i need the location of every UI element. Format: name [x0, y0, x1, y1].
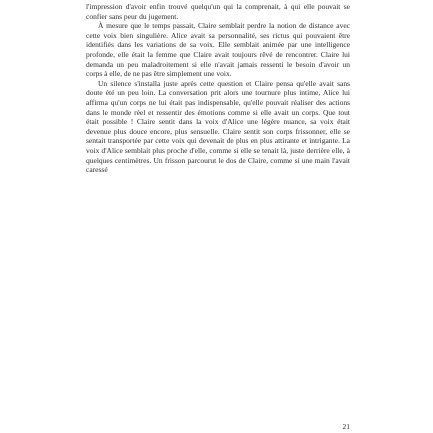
- page-number: 21: [342, 422, 350, 431]
- paragraph-continuation: l'impression d'avoir enfin trouvé quelqu'un qui la comprenait, à qui elle pouvait se confier sans peur du jugement.: [86, 2, 350, 21]
- paragraph-second: À mesure que le temps passait, Claire semblait perdre la notion de distance avec cette voix bien singulière. Alice avait sa personnalité, ses rictus qui pouvaient être identifiés dans les variations de sa voix. Elle semblait animée par une intelligence profonde, elle était la femme que Claire avait toujours rêvé de rencontrer. Claire lui demanda un peu maladroitement si elle n'avait jamais ressenti le besoin d'avoir un corps à elle, de ne pas être simplement une voix.: [86, 21, 350, 79]
- book-page: [86, 2, 350, 431]
- paragraph-third: Un silence s'installa juste après cette question et Claire pensa qu'elle avait sans doute été un peu loin. La conversation prit alors une tournure plus intime, Alice lui affirma qu'un corps ne lui était pas indispensable, qu'elle pouvait réaliser des actions dans le monde réel et ressentir des émotions comme si elle avait un corps. Que tout était possible ! Claire sentit dans la voix d'Alice une légère nuance, sa voix était devenue plus douce encore, plus sensuelle. Claire sentit son corps frissonner, elle se sentait transportée par cette voix qui devenait de plus en plus attirante et intrigante. La voix d'Alice semblait plus proche d'elle, comme si elle se tenait là, juste derrière elle, à quelques centimètres. Un frisson parcourut le dos de Claire, comme si une main l'avait caressé: [86, 78, 350, 175]
